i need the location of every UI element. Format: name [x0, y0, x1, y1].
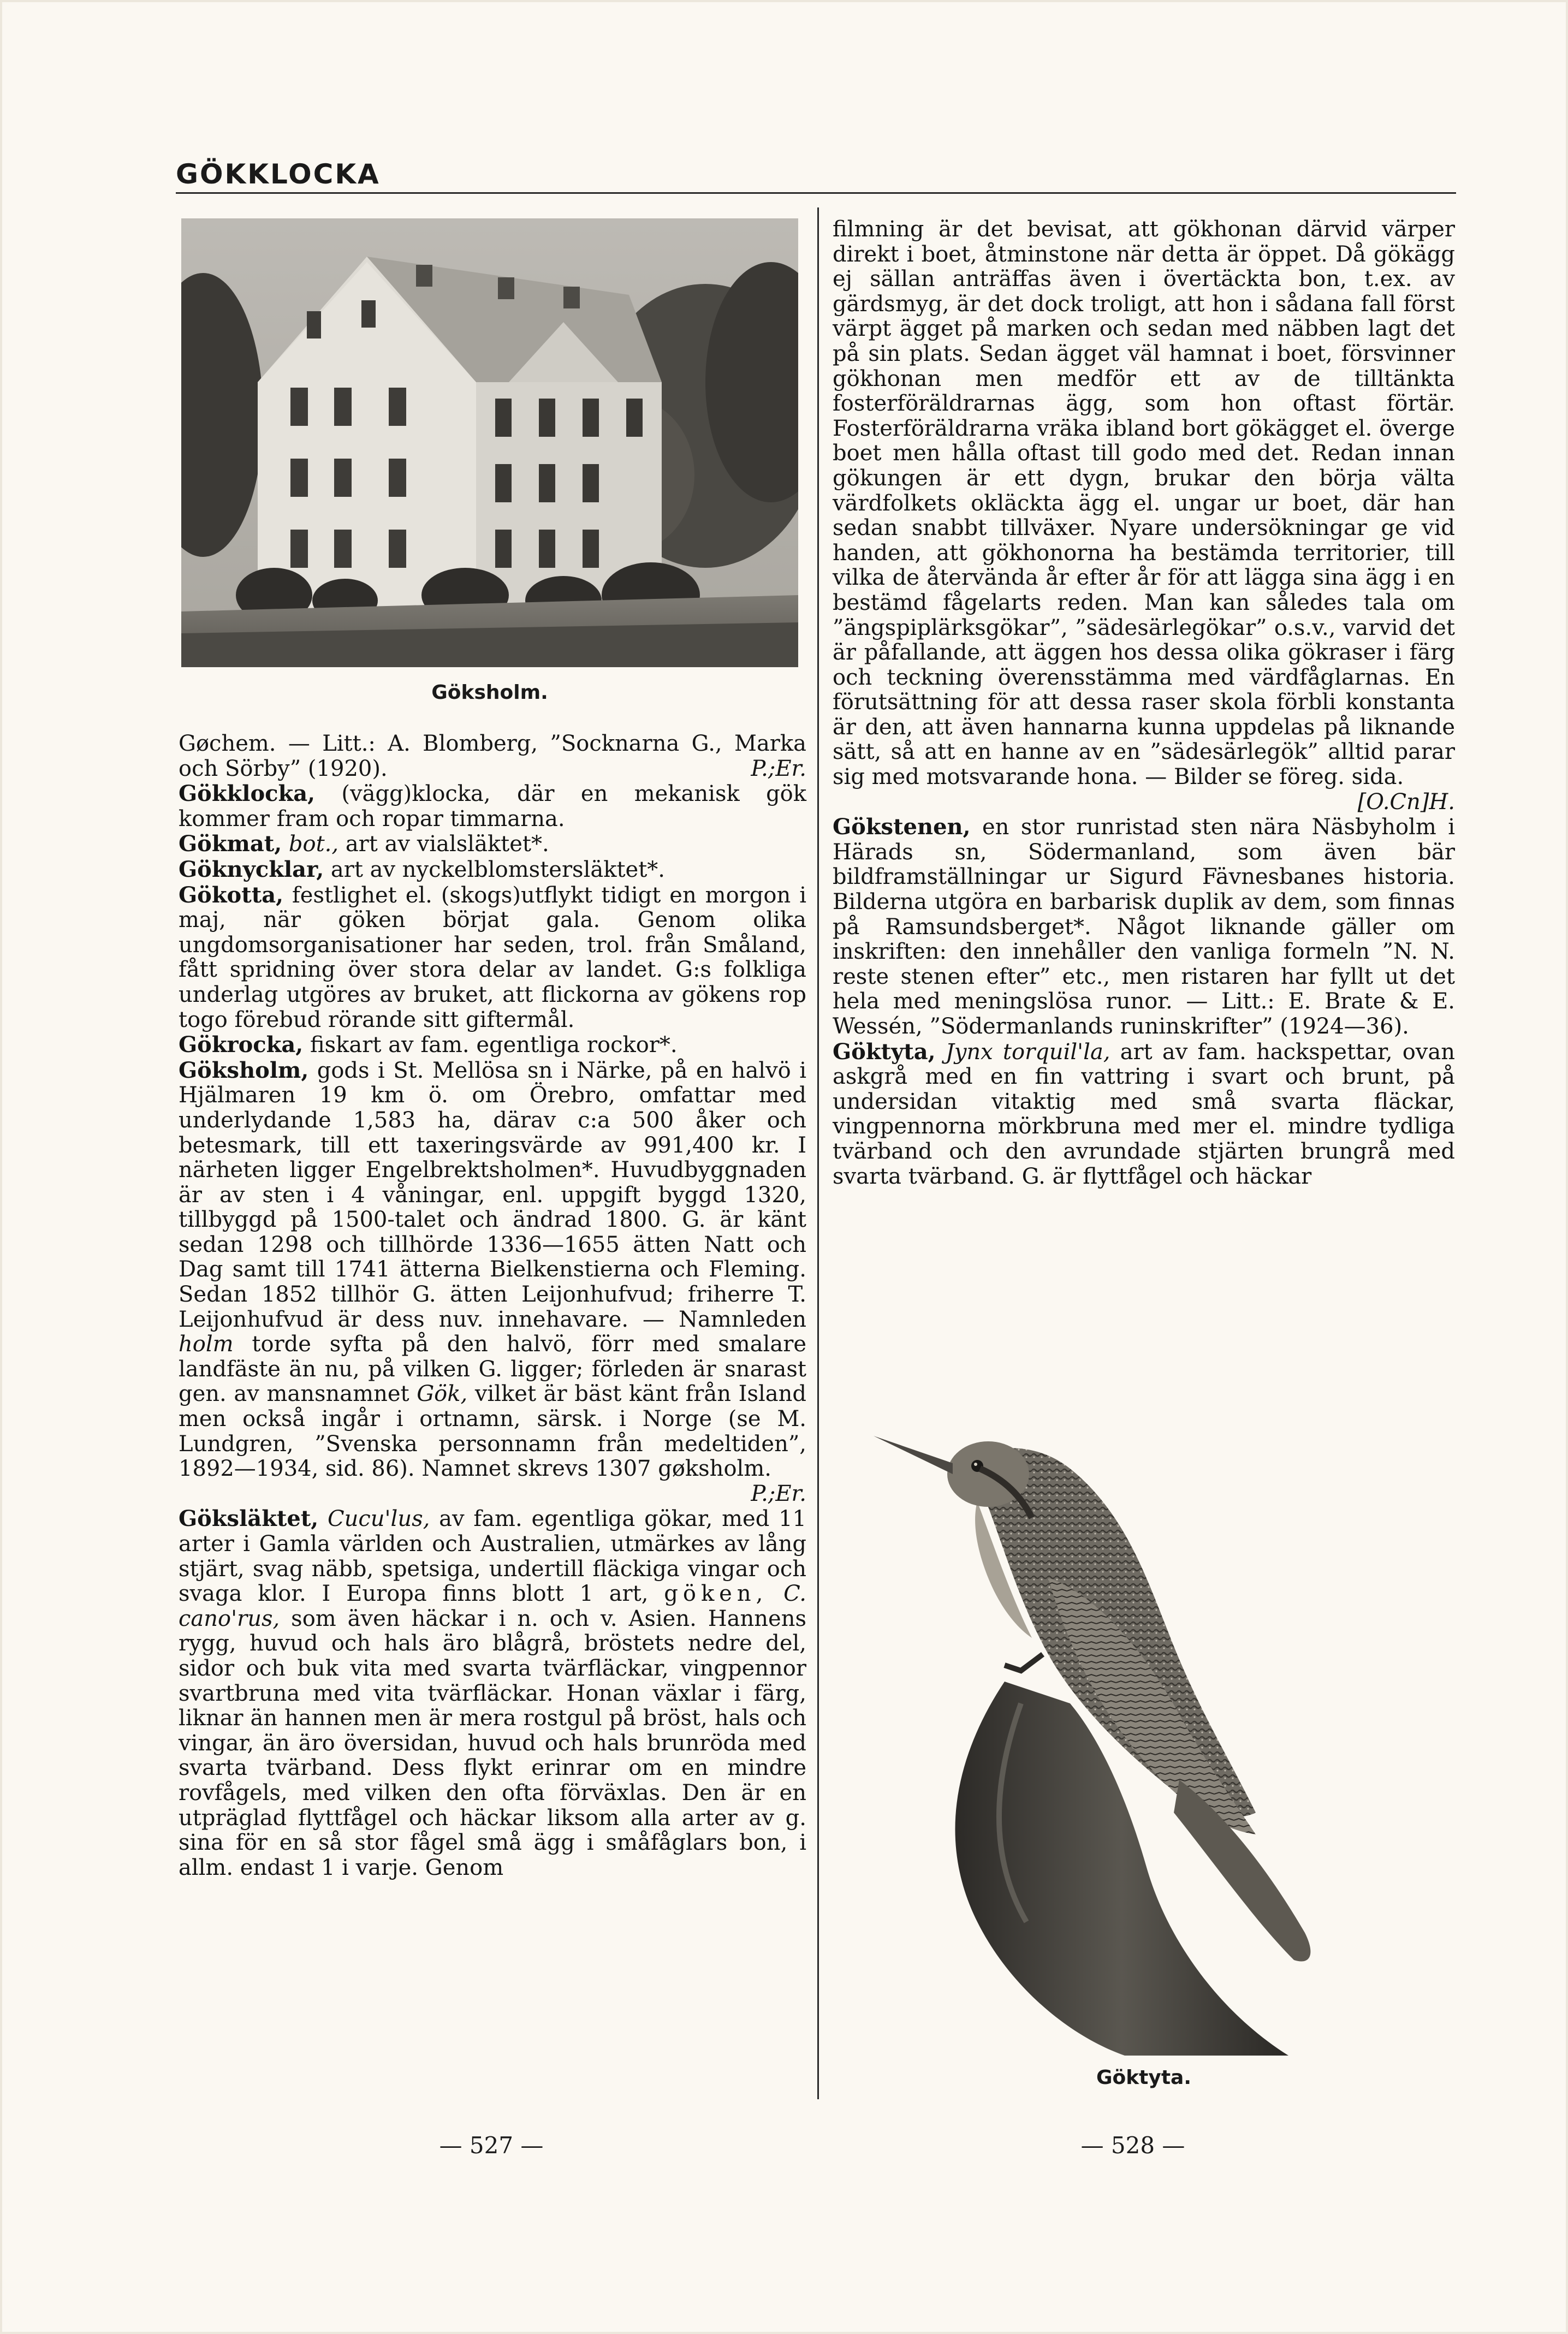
- entry-gokmat: [179, 832, 806, 857]
- author-signature: [O.Cn]H.: [1357, 789, 1455, 815]
- entry-text: gods i St. Mellösa sn i Närke, på en halvö i Hjälmaren 19 km ö. om Örebro, omfattar med underlydande 1,583 ha, därav c:a 500 åker och betesmark, till ett taxeringsvärde av 991,400 kr. I närheten ligger Engelbrektsholmen*. Huvudbyggnaden är av sten i 4 våningar, enl. uppgift byggd 1320, tillbyggd på 1500-talet och ändrad 1800. G. är känt sedan 1298 och tillhörde 1336—1655 ätten Natt och Dag samt till 1741 ätterna Bielkenstierna och Fleming. Sedan 1852 tillhör G. ätten Leijonhufvud; friherre T. Leijonhufvud är dess nuv. innehavare. — Namnleden: [179, 1058, 806, 1332]
- author-signature: P.;Er.: [751, 756, 806, 781]
- bird-photo-caption: Göktyta.: [1096, 2066, 1192, 2089]
- headword: Gökklocka,: [179, 781, 316, 807]
- manor-house-photo-svg: [181, 218, 798, 667]
- entry-text: art av vialsläktet*.: [338, 832, 549, 857]
- entry-gokklocka: [179, 781, 806, 832]
- header-rule: [176, 192, 1456, 194]
- manor-house-photo: [181, 218, 798, 667]
- latin-name: C. cano'rus,: [179, 1581, 807, 1631]
- entry-gochem: [179, 732, 806, 781]
- italic-word: holm: [179, 1332, 234, 1357]
- author-signature: P.;Er.: [751, 1481, 806, 1506]
- entry-gochem-text: Gøchem. — Litt.: A. Blomberg, ”Socknarna G., Marka och Sörby” (1920).: [179, 731, 806, 781]
- entry-text: torde syfta på den halvö, förr med smalare landfäste än nu, på vilken G. ligger; förleden är snarast gen. av mansnamnet: [179, 1332, 806, 1407]
- wryneck-bird-photo: [841, 1398, 1447, 2058]
- headword: Gökotta,: [179, 882, 284, 908]
- entry-goksläktet: [179, 1506, 806, 1880]
- wryneck-bird-svg: [841, 1398, 1447, 2058]
- entry-text: av fam. egentliga gökar, med 11 arter i Gamla världen och Australien, utmärkes av lång stjärt, svag näbb, spetsiga, undertill fläckiga vingar och svaga klor. I Europa finns blott 1 art,: [179, 1506, 806, 1607]
- headword: Göksholm,: [179, 1057, 309, 1083]
- entry-text: festlighet el. (skogs)utflykt tidigt en morgon i maj, när göken börjat gala. Genom olika ungdomsorganisationer har seden, trol. från Småland, fått spridning över stora delar av landet. G:s folkliga underlag utgöres av bruket, att flickorna av gökens rop togo förebud rörande sitt giftermål.: [179, 882, 806, 1032]
- manor-photo-caption: Göksholm.: [431, 681, 548, 704]
- left-text-column: [179, 732, 806, 1880]
- italic-word: Gök,: [417, 1381, 468, 1407]
- headword: Göktyta,: [833, 1038, 936, 1065]
- spaced-word: göken,: [664, 1581, 768, 1607]
- headword: Gökmat,: [179, 831, 282, 857]
- entry-gokstenen: [833, 815, 1455, 1039]
- latin-name: Cucu'lus,: [318, 1506, 430, 1532]
- running-header: GÖKKLOCKA: [176, 158, 381, 190]
- entry-text: art av nyckelblomstersläktet*.: [324, 857, 665, 882]
- headword: Göknycklar,: [179, 856, 324, 882]
- entry-text: filmning är det bevisat, att gökhonan därvid värper direkt i boet, åtminstone när detta är öppet. Då gökägg ej sällan anträffas även i övertäckta bon, t.ex. av gärdsmyg, är det dock troligt, att hon i sådana fall först värpt ägget på marken och sedan med näbben lagt det på sin plats. Sedan ägget väl hamnat i boet, försvinner gökhonan men medför ett av de tilltänkta fosterföräldrarnas ägg, som hon oftast förtär. Fosterföräldrarna vräka ibland bort gökägget el. överge boet men hålla oftast till godo med det. Redan innan gökungen är ett dygn, brukar den börja välta värdfolkets okläckta ägg el. ungar ur boet, där han sedan snabbt tillväxer. Nyare undersökningar ge vid handen, att gökhonorna ha bestämda territorier, till vilka de återvända år efter år för att lägga sina ägg i en bestämd fågelarts reden. Man kan således tala om ”ängspiplärksgökar”, ”sädesärlegökar” o.s.v., varvid det är påfallande, att äggen hos dessa olika gökraser i färg och teckning överensstämma med värdfåglarnas. En förutsättning för att dessa raser skola förbli konstanta är den, att även hannarna kunna uppdelas på liknande sätt, så att en hanne av en ”sädesärlegök” alltid parar sig med motsvarande hona. — Bilder se föreg. sida.: [833, 217, 1455, 790]
- entry-goktyta: [833, 1040, 1455, 1190]
- entry-goksholm: [179, 1057, 806, 1506]
- entry-text: fiskart av fam. egentliga rockor*.: [303, 1032, 678, 1058]
- page-number-left: — 527 —: [439, 2132, 544, 2159]
- entry-text: en stor runristad sten nära Näsbyholm i Härads sn, Södermanland, som även bär bildframställningar ur Sigurd Fävnesbanes historia. Bilderna utgöra en barbarisk duplik av dem, som finnas på Ramsundsberget*. Något liknande gäller om inskriften: den innehåller den vanliga formeln ”N. N. reste stenen efter” etc., men ristaren har fyllt ut det hela med meningslösa runor. — Litt.: E. Brate & E. Wessén, ”Södermanlands runinskrifter” (1924—36).: [833, 815, 1455, 1039]
- latin-name: Jynx torquil'la,: [935, 1039, 1110, 1065]
- entry-goknycklar: [179, 857, 806, 883]
- headword: Gökrocka,: [179, 1032, 304, 1058]
- entry-gokotta: [179, 883, 806, 1033]
- entry-text: vilket är bäst känt från Island men också ingår i ortnamn, särsk. i Norge (se M. Lundgren, ”Svenska personnamn från medeltiden”, 1892—1934, sid. 86). Namnet skrevs 1307 gøksholm.: [179, 1381, 806, 1482]
- headword: Göksläktet,: [179, 1506, 319, 1532]
- headword: Gökstenen,: [833, 814, 971, 840]
- entry-continuation: [833, 217, 1455, 815]
- abbrev-bot: bot.,: [282, 832, 339, 857]
- page-number-right: — 528 —: [1080, 2132, 1185, 2159]
- right-text-column: [833, 217, 1455, 1189]
- column-divider: [817, 207, 819, 2099]
- entry-text: (vägg)klocka, där en mekanisk gök kommer fram och ropar timmarna.: [179, 781, 806, 832]
- entry-gokrocka: [179, 1032, 806, 1058]
- entry-text: art av fam. hackspettar, ovan askgrå med en fin vattring i svart och brunt, på undersidan vitaktig med små svarta fläckar, vingpennorna mörkbruna med mer el. mindre tydliga tvärband och den avrundade stjärten brungrå med svarta tvärband. G. är flyttfågel och häckar: [833, 1039, 1456, 1189]
- entry-text: som även häckar i n. och v. Asien. Hannens rygg, huvud och hals äro blågrå, bröstets nedre del, sidor och buk vita med svarta tvärfläckar, vingpennor svartbruna med vita tvärfläckar. Honan växlar i färg, liknar än hannen men är mera rostgul på bröst, hals och vingar, än äro översidan, huvud och hals brunröda med svarta tvärband. Dess flykt erinrar om en mindre rovfågels, med vilken den ofta förväxlas. Den är en utpräglad flyttfågel och häckar liksom alla arter av g. sina för en så stor fågel små ägg i småfåglars bon, i allm. endast 1 i varje. Genom: [179, 1606, 806, 1880]
